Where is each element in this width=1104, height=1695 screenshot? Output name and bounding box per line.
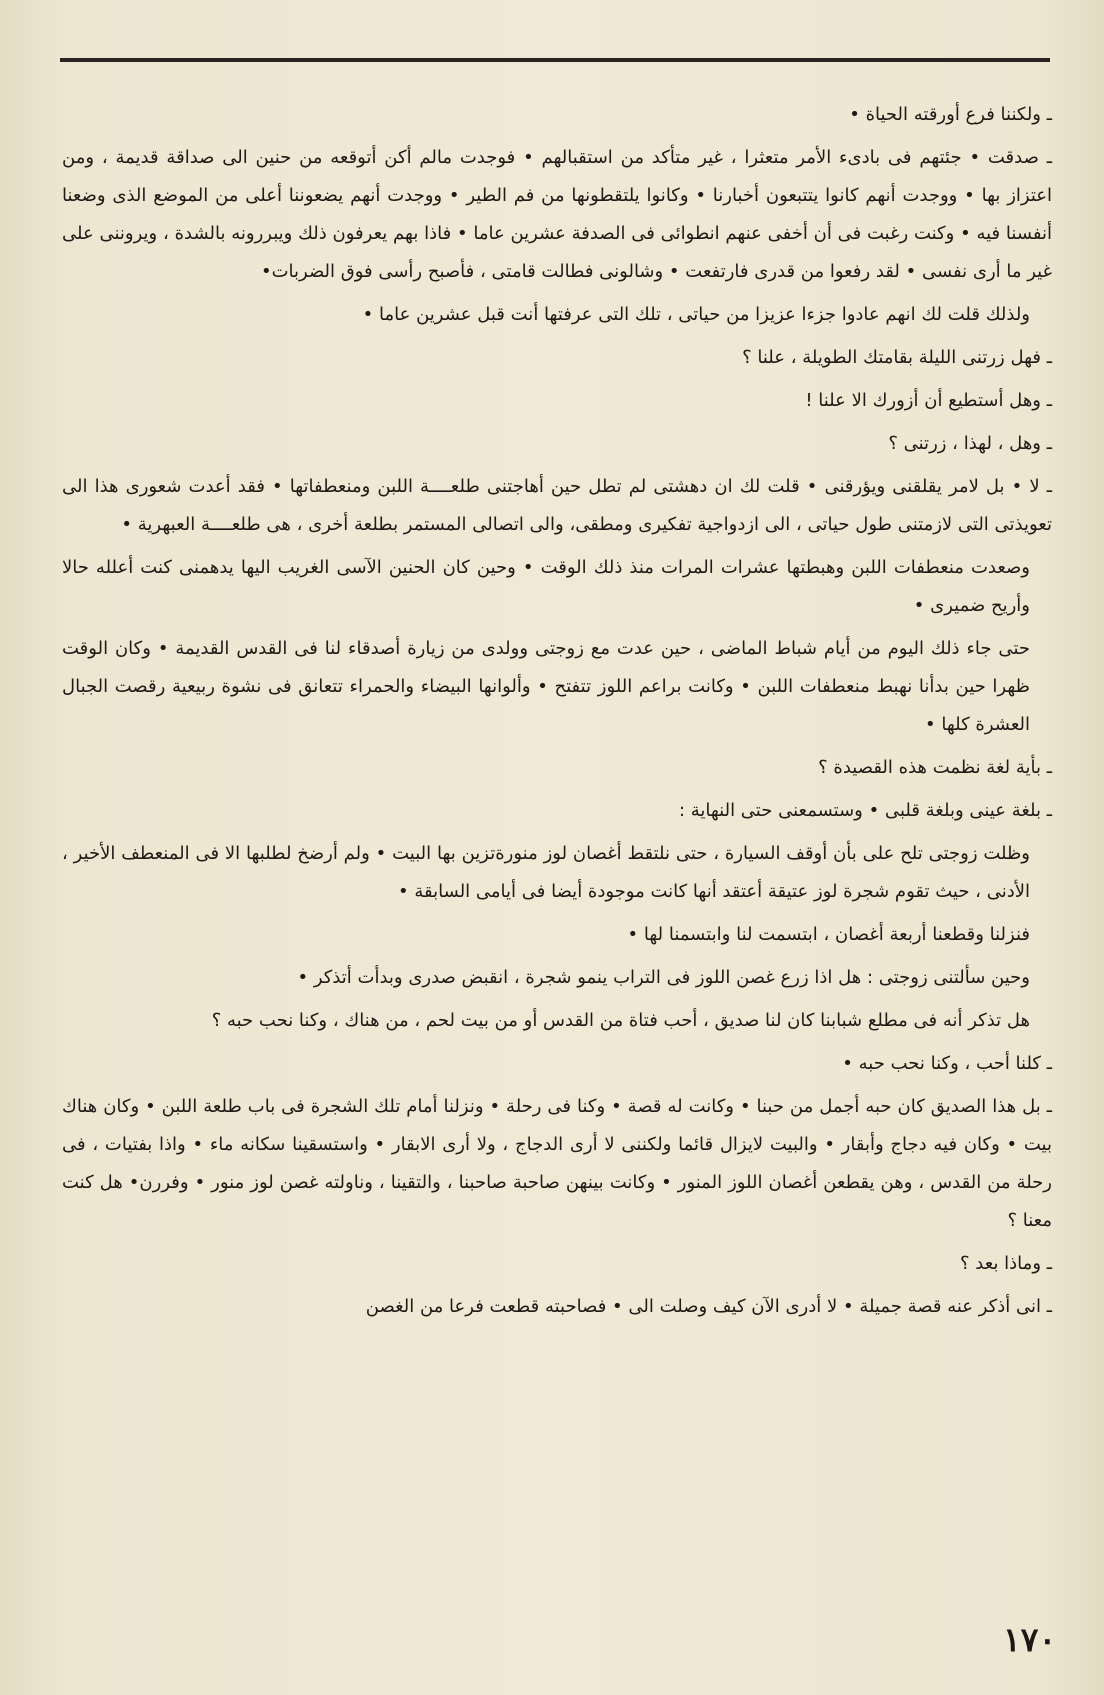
paragraph: وظلت زوجتى تلح على بأن أوقف السيارة ، حتى نلتقط أغصان لوز منورةتزين بها البيت • ولم أرضخ لطلبها الا فى المنعطف الأخير ، الأدنى ، حيث تقوم شجرة لوز عتيقة أعتقد أنها كانت موجودة أيضا فى أيامى السابقة • [62,843,1030,902]
paragraph: وحين سألتنى زوجتى : هل اذا زرع غصن اللوز فى التراب ينمو شجرة ، انقبض صدرى وبدأت أتذكر • [297,967,1030,988]
paragraph: ـ بلغة عينى وبلغة قلبى • وستسمعنى حتى النهاية : [678,800,1052,821]
header-rule [60,58,1050,62]
paragraph: حتى جاء ذلك اليوم من أيام شباط الماضى ، حين عدت مع زوجتى وولدى من زيارة أصدقاء لنا فى القدس القديمة • وكان الوقت ظهرا حين بدأنا نهبط منعطفات اللبن • وكانت براعم اللوز تتفتح • وألوانها البيضاء والحمراء تتعانق فى نشوة ربيعية رقصت الجبال العشرة كلها • [62,638,1030,735]
paragraph: ـ لا • بل لامر يقلقنى ويؤرقنى • قلت لك ان دهشتى لم تطل حين أهاجتنى طلعــــة اللبن ومنعطفاتها • فقد أعدت شعورى هذا الى تعويذتى التى لازمتنى طول حياتى ، الى ازدواجية تفكيرى ومطقى، والى اتصالى المستمر بطلعة أخرى ، هى طلعــــة العبهرية • [62,476,1052,535]
paragraph: ـ بأية لغة نظمت هذه القصيدة ؟ [818,757,1052,778]
page-number: ١٧٠ [1003,1620,1057,1659]
paragraph: فنزلنا وقطعنا أربعة أغصان ، ابتسمت لنا وابتسمنا لها • [627,924,1030,945]
paragraph: ولذلك قلت لك انهم عادوا جزءا عزيزا من حياتى ، تلك التى عرفتها أنت قبل عشرين عاما • [362,304,1030,325]
paragraph: ـ وماذا بعد ؟ [960,1253,1052,1274]
paragraph: ـ انى أذكر عنه قصة جميلة • لا أدرى الآن كيف وصلت الى • فصاحبته قطعت فرعا من الغصن [365,1296,1052,1317]
paragraph: ـ وهل ، لهذا ، زرتنى ؟ [888,433,1052,454]
paragraph: ـ فهل زرتنى الليلة بقامتك الطويلة ، علنا ؟ [742,347,1052,368]
paragraph: ـ وهل أستطيع أن أزورك الا علنا ! [805,390,1052,411]
paragraph: وصعدت منعطفات اللبن وهبطتها عشرات المرات منذ ذلك الوقت • وحين كان الحنين الآسى الغريب اليها يدهمنى كنت أعلله حالا وأريح ضميرى • [62,557,1030,616]
paragraph: ـ صدقت • جئتهم فى بادىء الأمر متعثرا ، غير متأكد من استقبالهم • فوجدت مالم أكن أتوقعه من حنين الى صداقة قديمة ، ومن اعتزاز بها • ووجدت أنهم كانوا يتتبعون أخبارنا • وكانوا يلتقطونها من فم الطير • ووجدت أنهم يضعوننا أعلى من الموضع الذى وضعنا أنفسنا فيه • وكنت رغبت فى أن أخفى عنهم انطوائى فى الصدفة عشرين عاما • فاذا بهم يعرفون ذلك ويبررونه بالشدة ، ويروننى على غير ما أرى نفسى • لقد رفعوا من قدرى فارتفعت • وشالونى فطالت قامتى ، فأصبح رأسى فوق الضربات• [62,147,1052,282]
paragraph: ـ كلنا أحب ، وكنا نحب حبه • [842,1053,1052,1074]
body-text [62,96,1052,1331]
paragraph: ـ ولكننا فرع أورقته الحياة • [849,104,1052,125]
paragraph: ـ بل هذا الصديق كان حبه أجمل من حبنا • وكانت له قصة • وكنا فى رحلة • ونزلنا أمام تلك الشجرة فى باب طلعة اللبن • وكان هناك بيت • وكان فيه دجاج وأبقار • والبيت لايزال قائما ولكننى لا أرى الدجاج ، ولا أرى الابقار • واستسقينا سكانه ماء • واذا بفتيات ، فى رحلة من القدس ، وهن يقطعن أغصان اللوز المنور • وكانت بينهن صاحبة صاحبنا ، والتقينا ، وناولته غصن لوز منور • وفررن• هل كنت معنا ؟ [62,1096,1052,1231]
paragraph: هل تذكر أنه فى مطلع شبابنا كان لنا صديق ، أحب فتاة من القدس أو من بيت لحم ، من هناك ، وكنا نحب حبه ؟ [211,1010,1030,1031]
